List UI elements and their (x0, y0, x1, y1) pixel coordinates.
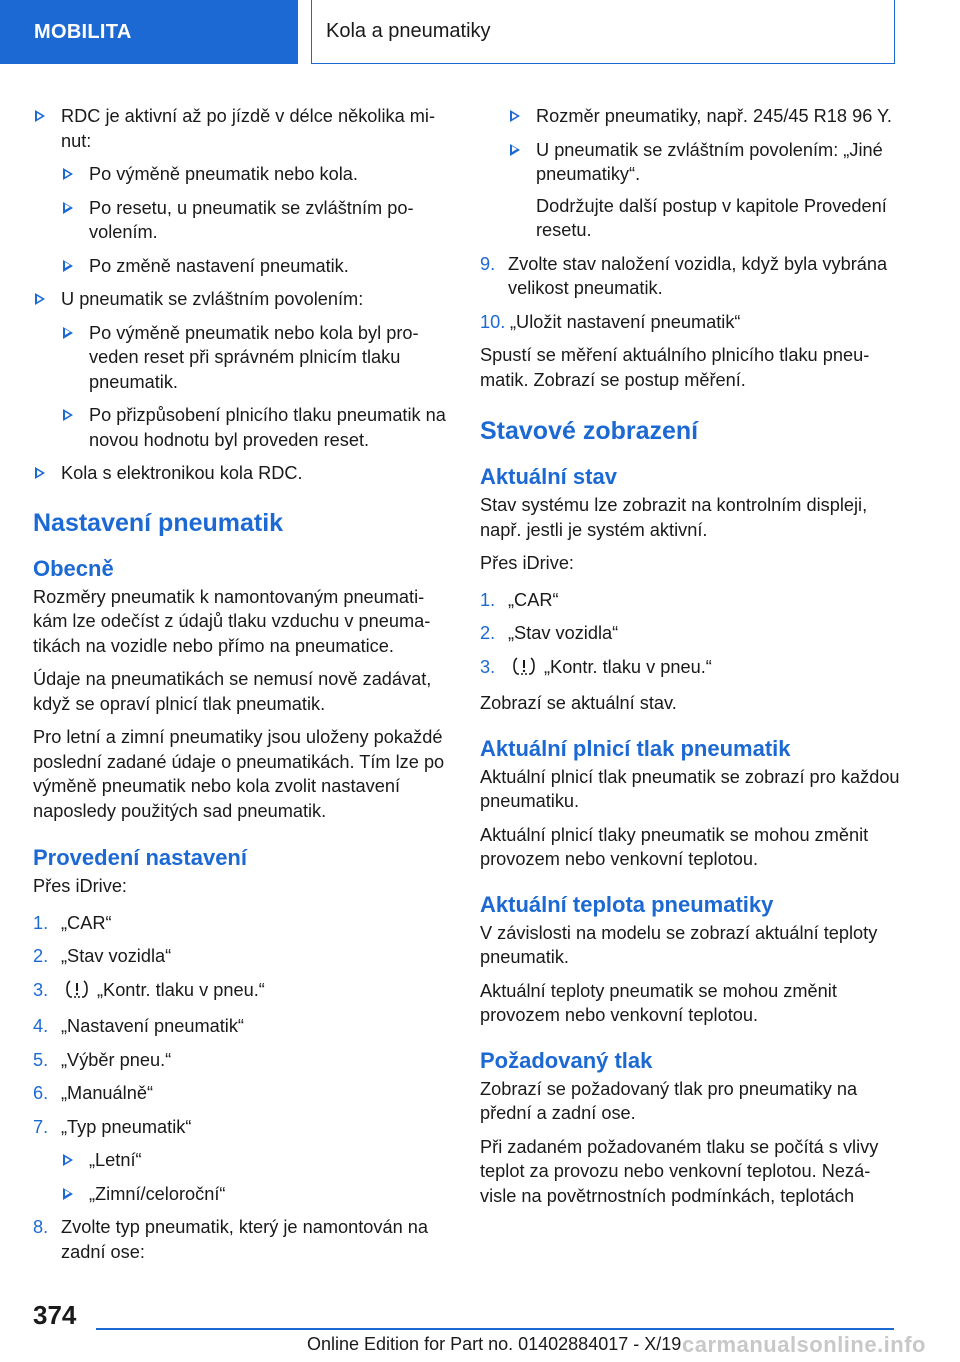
list-item: Po změně nastavení pneumatik. (61, 254, 451, 279)
paragraph: Při zadaném požadovaném tlaku se počítá s vlivy teplot za provozu nebo venkovní teplotou. Nezávisle na povětrnostních podmínkách, teplotách (480, 1136, 879, 1206)
subsection-heading: Obecně (33, 555, 114, 581)
paragraph: Rozměry pneumatik k namontovaným pneumatikám lze odečíst z údajů tlaku vzduchu v pneumatikách na vozidle nebo přímo na pneumatice. (33, 586, 431, 656)
chapter-title: Kola a pneumatiky (311, 0, 895, 64)
tire-pressure-warning-icon (512, 656, 536, 683)
numbered-step: 2. „Stav vozidla“ (480, 623, 619, 643)
list-item: „Zimní/celoroční“ (61, 1182, 451, 1207)
bullet-triangle-icon (35, 110, 45, 122)
numbered-step: 10. „Uložit nastavení pneumatik“ (480, 311, 741, 332)
list-item: „Letní“ (61, 1148, 451, 1173)
numbered-step: 8. Zvolte typ pneumatik, který je namontován na zadní ose: (33, 1217, 428, 1262)
paragraph: Zobrazí se aktuální stav. (480, 693, 677, 713)
numbered-step: 6. „Manuálně“ (33, 1083, 153, 1103)
numbered-step: 7. „Typ pneumatik“ (33, 1116, 192, 1137)
paragraph: Aktuální teploty pneumatik se mohou změnit provozem nebo venkovní teplotou. (480, 980, 837, 1025)
numbered-step: 1. „CAR“ (480, 589, 559, 610)
paragraph: Údaje na pneumatikách se nemusí nově zadávat, když se opraví plnicí tlak pneumatik. (33, 669, 432, 714)
list-item: U pneumatik se zvláštním povolením: „Jiné pneumatiky“. (508, 138, 900, 187)
list-item: Kola s elektronikou kola RDC. (33, 461, 451, 486)
paragraph: Spustí se měření aktuálního plnicího tlaku pneumatik. Zobrazí se postup měření. (480, 345, 870, 390)
section-tab: MOBILITA (0, 0, 298, 64)
subsection-heading: Aktuální stav (480, 464, 617, 489)
paragraph: Pro letní a zimní pneumatiky jsou uloženy pokaždé poslední zadané údaje o pneumatikách. Tím lze po výměně pneumatik nebo kola zvolit nastavení naposledy použitých sad pneumatik. (33, 727, 445, 821)
subsection-heading: Aktuální teplota pneumatiky (480, 891, 774, 917)
list-item: Po resetu, u pneumatik se zvláštním povolením. (61, 196, 451, 245)
numbered-step: 2. „Stav vozidla“ (33, 946, 172, 966)
paragraph: Aktuální plnicí tlak pneumatik se zobrazí pro každou pneumatiku. (480, 766, 900, 811)
edition-footer: Online Edition for Part no. 01402884017 - X/19 (307, 1334, 682, 1354)
bullet-triangle-icon (63, 327, 73, 339)
bullet-triangle-icon (510, 110, 520, 122)
list-item: Po výměně pneumatik nebo kola. (61, 162, 451, 187)
paragraph: Přes iDrive: (480, 553, 574, 573)
subsection-heading: Požadovaný tlak (480, 1047, 653, 1073)
paragraph: Zobrazí se požadovaný tlak pro pneumatiky na přední a zadní ose. (480, 1078, 858, 1123)
footer-divider (96, 1328, 894, 1330)
bullet-triangle-icon (63, 202, 73, 214)
list-item: Po výměně pneumatik nebo kola byl proveden reset při správném plnicím tlaku pneumatik. (61, 321, 451, 395)
list-item: RDC je aktivní až po jízdě v délce několika minut: (33, 104, 451, 153)
bullet-triangle-icon (35, 293, 45, 305)
watermark: carmanualsonline.info (682, 1332, 926, 1357)
numbered-step: 4. „Nastavení pneumatik“ (33, 1016, 244, 1036)
bullet-triangle-icon (63, 260, 73, 272)
bullet-triangle-icon (35, 467, 45, 479)
numbered-step: 9. Zvolte stav naložení vozidla, když byla vybrána velikost pneumatik. (480, 253, 888, 298)
paragraph: Dodržujte další postup v kapitole Provedení resetu. (536, 195, 887, 240)
subsection-heading: Provedení nastavení (33, 845, 247, 870)
list-item: Po přizpůsobení plnicího tlaku pneumatik na novou hodnotu byl proveden reset. (61, 403, 451, 452)
paragraph: V závislosti na modelu se zobrazí aktuální teploty pneumatik. (480, 922, 878, 967)
right-column (480, 104, 900, 1217)
numbered-step: 3. „Kontr. tlaku v pneu.“ (480, 655, 900, 683)
subsection-heading: Aktuální plnicí tlak pneumatik (480, 735, 791, 761)
page-number: 374 (33, 1300, 77, 1330)
paragraph: Přes iDrive: (33, 876, 127, 896)
numbered-step: 3. „Kontr. tlaku v pneu.“ (33, 978, 451, 1006)
section-heading: Stavové zobrazení (480, 417, 699, 445)
bullet-triangle-icon (510, 144, 520, 156)
bullet-triangle-icon (63, 1154, 73, 1166)
list-item: U pneumatik se zvláštním povolením: (33, 287, 451, 312)
paragraph: Stav systému lze zobrazit na kontrolním displeji, např. jestli je systém aktivní. (480, 495, 868, 540)
numbered-step: 1. „CAR“ (33, 912, 112, 933)
bullet-triangle-icon (63, 168, 73, 180)
numbered-step: 5. „Výběr pneu.“ (33, 1049, 172, 1070)
list-item: Rozměr pneumatiky, např. 245/45 R18 96 Y. (508, 104, 900, 129)
tire-pressure-warning-icon (65, 979, 89, 1006)
left-column (33, 104, 451, 1273)
section-heading: Nastavení pneumatik (33, 508, 284, 537)
bullet-triangle-icon (63, 1188, 73, 1200)
bullet-triangle-icon (63, 409, 73, 421)
paragraph: Aktuální plnicí tlaky pneumatik se mohou změnit provozem nebo venkovní teplotou. (480, 824, 869, 869)
